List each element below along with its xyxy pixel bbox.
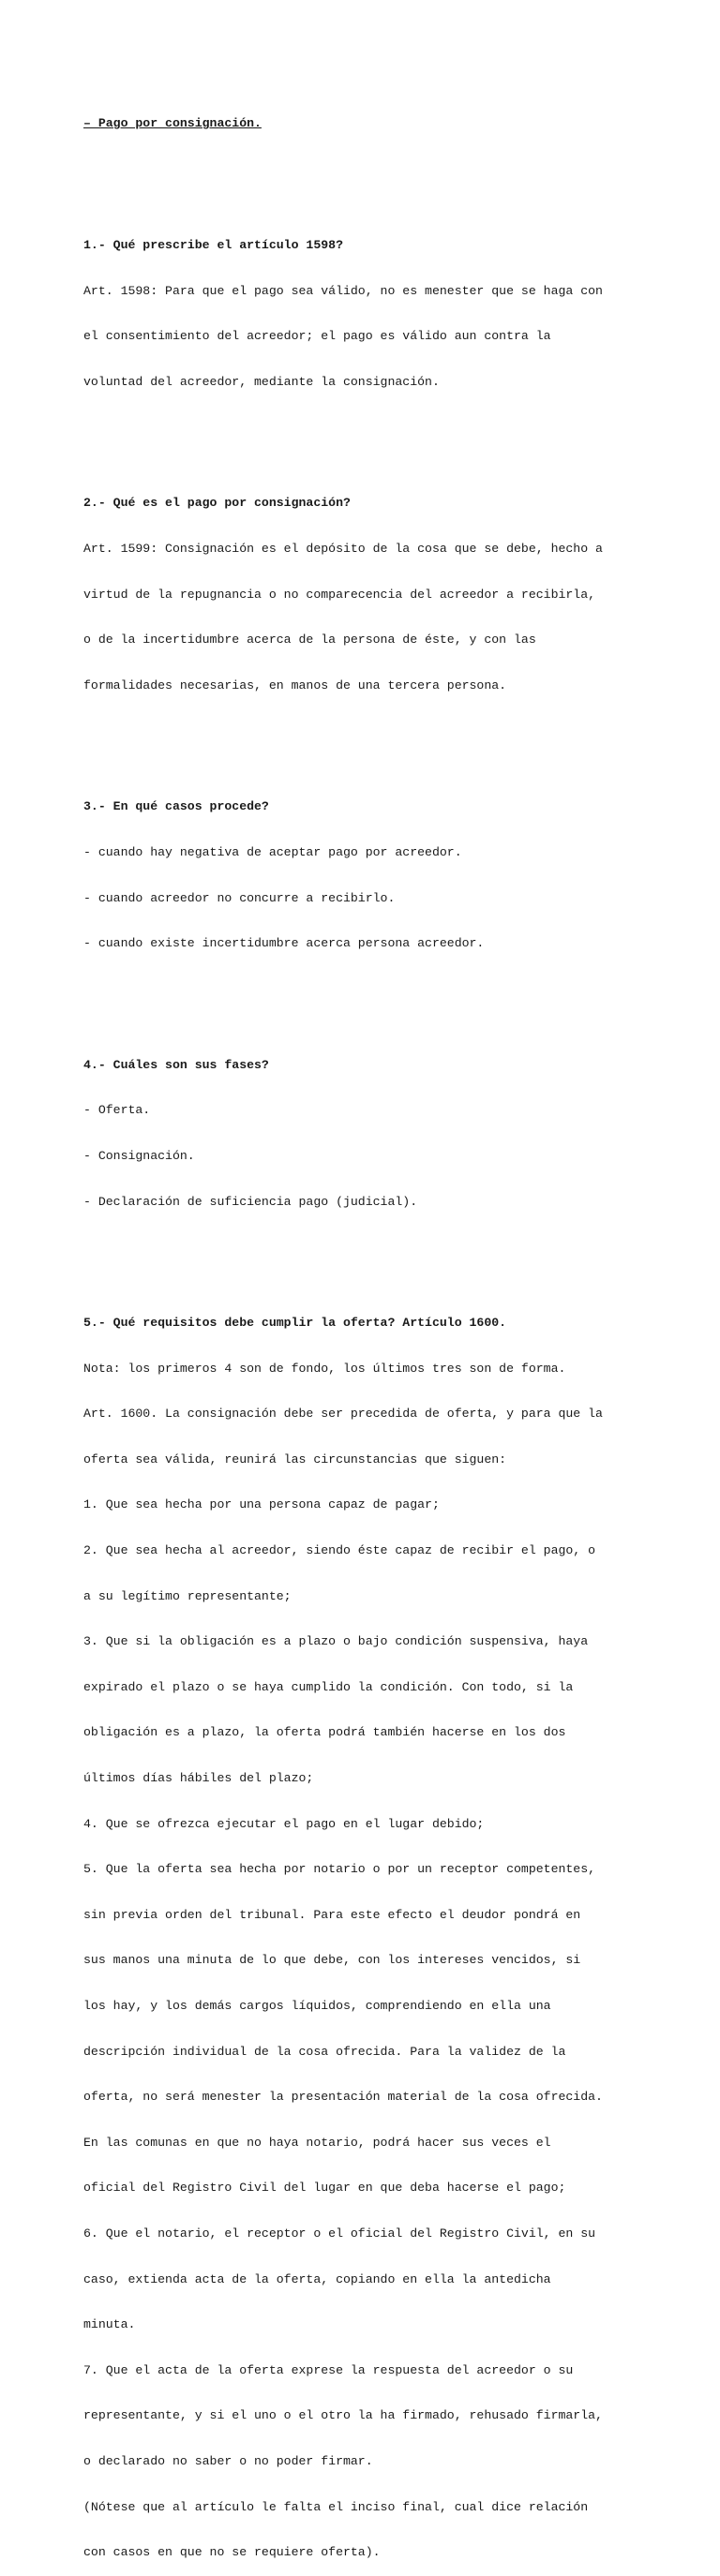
text-line: expirado el plazo o se haya cumplido la condición. Con todo, si la	[83, 1679, 574, 1694]
section-heading: 4.- Cuáles son sus fases?	[83, 1057, 269, 1072]
text-line: oferta, no será menester la presentación material de la cosa ofrecida.	[83, 2090, 603, 2105]
text-line: oferta sea válida, reunirá las circunstancias que siguen:	[83, 1452, 507, 1467]
spacer	[83, 723, 702, 738]
text-line: 2. Que sea hecha al acreedor, siendo éste capaz de recibir el pago, o	[83, 1543, 596, 1558]
list-item: - cuando hay negativa de aceptar pago por acreedor.	[83, 844, 462, 859]
text-line: minuta.	[83, 2317, 136, 2332]
list-item: - cuando acreedor no concurre a recibirlo.	[83, 890, 396, 905]
text-line: 1. Que sea hecha por una persona capaz de pagar;	[83, 1497, 440, 1512]
section-heading: 1.- Qué prescribe el artículo 1598?	[83, 238, 343, 252]
spacer	[83, 162, 702, 177]
text-line: con casos en que no se requiere oferta).	[83, 2545, 381, 2560]
text-line: Art. 1599: Consignación es el depósito de la cosa que se debe, hecho a	[83, 541, 603, 556]
spacer	[83, 1240, 702, 1255]
text-line: obligación es a plazo, la oferta podrá también hacerse en los dos	[83, 1725, 566, 1740]
list-item: - cuando existe incertidumbre acerca persona acreedor.	[83, 936, 485, 951]
text-line: caso, extienda acta de la oferta, copiando en ella la antedicha	[83, 2271, 551, 2286]
spacer	[83, 982, 702, 997]
text-line: (Nótese que al artículo le falta el inciso final, cual dice relación	[83, 2499, 589, 2514]
text-line: 6. Que el notario, el receptor o el oficial del Registro Civil, en su	[83, 2226, 596, 2241]
text-line: voluntad del acreedor, mediante la consignación.	[83, 374, 440, 389]
list-item: - Oferta.	[83, 1103, 151, 1118]
text-line: Nota: los primeros 4 son de fondo, los últimos tres son de forma.	[83, 1361, 566, 1376]
text-line: o declarado no saber o no poder firmar.	[83, 2453, 373, 2468]
text-line: el consentimiento del acreedor; el pago es válido aun contra la	[83, 329, 551, 344]
text-line: representante, y si el uno o el otro la ha firmado, rehusado firmarla,	[83, 2408, 603, 2423]
spacer	[83, 420, 702, 435]
text-line: sus manos una minuta de lo que debe, con los intereses vencidos, si	[83, 1953, 581, 1968]
list-item: - Consignación.	[83, 1148, 195, 1163]
text-line: los hay, y los demás cargos líquidos, comprendiendo en ella una	[83, 1999, 551, 2013]
text-line: En las comunas en que no haya notario, podrá hacer sus veces el	[83, 2135, 551, 2150]
text-line: 5. Que la oferta sea hecha por notario o por un receptor competentes,	[83, 1862, 596, 1877]
text-line: Art. 1598: Para que el pago sea válido, no es menester que se haga con	[83, 283, 603, 298]
section-heading: 5.- Qué requisitos debe cumplir la oferta? Artículo 1600.	[83, 1316, 507, 1331]
text-line: oficial del Registro Civil del lugar en que deba hacerse el pago;	[83, 2181, 566, 2196]
text-line: formalidades necesarias, en manos de una tercera persona.	[83, 678, 507, 692]
text-line: o de la incertidumbre acerca de la persona de éste, y con las	[83, 633, 536, 648]
text-line: Art. 1600. La consignación debe ser precedida de oferta, y para que la	[83, 1407, 603, 1422]
document-page	[83, 86, 702, 2576]
text-line: 7. Que el acta de la oferta exprese la respuesta del acreedor o su	[83, 2362, 574, 2377]
text-line: descripción individual de la cosa ofrecida. Para la validez de la	[83, 2044, 566, 2059]
section-heading: 3.- En qué casos procede?	[83, 799, 269, 814]
section-heading: 2.- Qué es el pago por consignación?	[83, 496, 351, 511]
text-line: 4. Que se ofrezca ejecutar el pago en el lugar debido;	[83, 1816, 485, 1831]
document-title: – Pago por consignación.	[83, 116, 262, 131]
text-line: a su legítimo representante;	[83, 1588, 292, 1603]
list-item: - Declaración de suficiencia pago (judicial).	[83, 1194, 418, 1209]
text-line: virtud de la repugnancia o no comparecencia del acreedor a recibirla,	[83, 587, 596, 602]
text-line: últimos días hábiles del plazo;	[83, 1771, 314, 1786]
text-line: sin previa orden del tribunal. Para este efecto el deudor pondrá en	[83, 1907, 581, 1922]
text-line: 3. Que si la obligación es a plazo o bajo condición suspensiva, haya	[83, 1634, 589, 1649]
